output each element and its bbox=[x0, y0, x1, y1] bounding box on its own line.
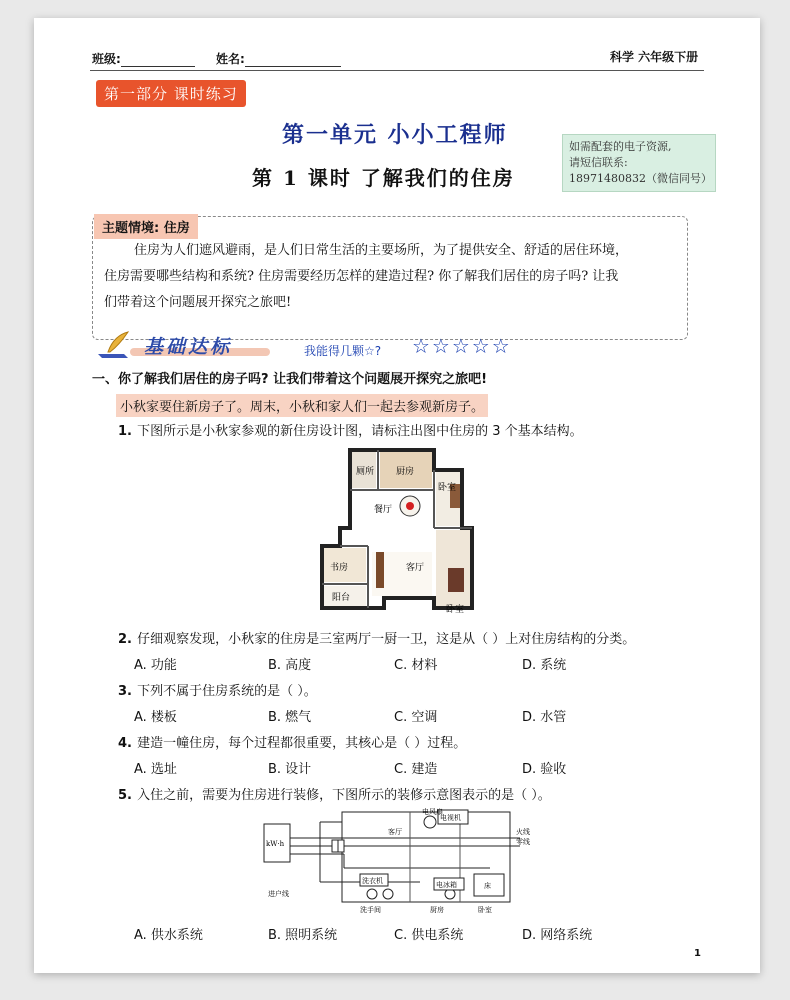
worksheet-page bbox=[34, 18, 760, 973]
question-text: 下列不属于住房系统的是（ ）。 bbox=[137, 684, 317, 699]
lesson-title: 第 1 课时 了解我们的住房 bbox=[252, 166, 515, 190]
floor-plan-figure bbox=[322, 448, 482, 622]
q4-option-b[interactable]: B. 设计 bbox=[268, 762, 312, 777]
question-2 bbox=[118, 628, 635, 647]
name-field bbox=[216, 50, 341, 67]
plan-label-toilet: 厕所 bbox=[356, 467, 375, 477]
name-label: 姓名: bbox=[216, 52, 245, 66]
q2-option-b[interactable]: B. 高度 bbox=[268, 658, 312, 673]
meter-label: kW·h bbox=[266, 840, 285, 848]
scenario-highlight: 小秋家要住新房子了。周末，小秋和家人们一起去参观新房子。 bbox=[116, 394, 488, 417]
q3-option-c[interactable]: C. 空调 bbox=[394, 710, 438, 725]
section-title: 基础达标 bbox=[144, 336, 233, 358]
class-blank[interactable] bbox=[121, 54, 195, 67]
q5-option-b[interactable]: B. 照明系统 bbox=[268, 928, 338, 943]
question-number: 3. bbox=[118, 684, 132, 699]
wiring-zero: 零线 bbox=[516, 838, 530, 846]
question-3 bbox=[118, 680, 317, 699]
question-4 bbox=[118, 732, 466, 751]
q5-option-c[interactable]: C. 供电系统 bbox=[394, 928, 464, 943]
wiring-fire: 火线 bbox=[516, 828, 530, 836]
plan-label-bedroom-1: 卧室 bbox=[438, 483, 457, 493]
question-text: 入住之前，需要为住房进行装修，下图所示的装修示意图表示的是（ ）。 bbox=[137, 788, 551, 803]
question-5 bbox=[118, 784, 551, 803]
quill-icon bbox=[94, 330, 132, 364]
question-number: 2. bbox=[118, 632, 132, 647]
question-text: 下图所示是小秋家参观的新住房设计图，请标注出图中住房的 3 个基本结构。 bbox=[137, 424, 583, 439]
q4-option-a[interactable]: A. 选址 bbox=[134, 762, 177, 777]
question-number: 1. bbox=[118, 424, 132, 439]
q3-option-d[interactable]: D. 水管 bbox=[522, 710, 567, 725]
q2-option-a[interactable]: A. 功能 bbox=[134, 658, 177, 673]
contact-stamp bbox=[562, 134, 716, 192]
wiring-diagram-figure bbox=[260, 808, 540, 922]
q2-option-c[interactable]: C. 材料 bbox=[394, 658, 438, 673]
wiring-bathroom: 洗手间 bbox=[360, 906, 381, 914]
plan-label-kitchen: 厨房 bbox=[396, 467, 415, 477]
plan-label-dining: 餐厅 bbox=[374, 505, 393, 515]
name-blank[interactable] bbox=[245, 54, 341, 67]
wiring-tv: 电视机 bbox=[440, 814, 461, 822]
class-label: 班级: bbox=[92, 52, 121, 66]
q4-option-d[interactable]: D. 验收 bbox=[522, 762, 567, 777]
stamp-line-2: 请短信联系: bbox=[569, 156, 628, 169]
question-number: 5. bbox=[118, 788, 132, 803]
plan-label-balcony: 阳台 bbox=[332, 593, 351, 603]
header-divider bbox=[90, 70, 704, 71]
stars-prompt: 我能得几颗☆? bbox=[304, 344, 382, 358]
wiring-kitchen: 厨房 bbox=[430, 906, 444, 914]
q4-option-c[interactable]: C. 建造 bbox=[394, 762, 438, 777]
wiring-living: 客厅 bbox=[388, 828, 402, 836]
question-text: 建造一幢住房，每个过程都很重要，其核心是（ ）过程。 bbox=[137, 736, 467, 751]
stamp-line-1: 如需配套的电子资源, bbox=[569, 140, 672, 153]
stamp-line-3: 18971480832（微信同号） bbox=[569, 172, 712, 185]
wiring-fridge: 电冰箱 bbox=[436, 881, 457, 889]
unit-title: 第一单元 小小工程师 bbox=[282, 122, 508, 148]
part-tag: 第一部分 课时练习 bbox=[96, 80, 246, 107]
star-rating[interactable]: ☆☆☆☆☆ bbox=[412, 334, 512, 358]
q3-option-a[interactable]: A. 楼板 bbox=[134, 710, 177, 725]
wiring-bedroom: 卧室 bbox=[478, 906, 492, 914]
class-field bbox=[92, 50, 195, 67]
plan-label-living: 客厅 bbox=[406, 563, 425, 573]
wiring-washer: 洗衣机 bbox=[362, 877, 383, 885]
wiring-entry: 进户线 bbox=[268, 890, 289, 898]
question-text: 仔细观察发现，小秋家的住房是三室两厅一厨一卫，这是从（ ）上对住房结构的分类。 bbox=[137, 632, 636, 647]
question-1 bbox=[118, 420, 583, 439]
theme-line-3: 们带着这个问题展开探究之旅吧! bbox=[104, 295, 292, 310]
wiring-fan: 电风扇 bbox=[422, 808, 443, 816]
wiring-bed: 床 bbox=[484, 882, 491, 890]
plan-label-bedroom-2: 卧室 bbox=[446, 605, 465, 615]
theme-line-2: 住房需要哪些结构和系统? 住房需要经历怎样的建造过程? 你了解我们居住的房子吗? 让我 bbox=[104, 269, 619, 284]
page-number: 1 bbox=[694, 948, 701, 959]
q3-option-b[interactable]: B. 燃气 bbox=[268, 710, 312, 725]
subject-label: 科学 六年级下册 bbox=[610, 50, 699, 64]
plan-label-study: 书房 bbox=[330, 563, 349, 573]
part1-title: 一、你了解我们居住的房子吗? 让我们带着这个问题展开探究之旅吧! bbox=[92, 372, 487, 387]
q5-option-d[interactable]: D. 网络系统 bbox=[522, 928, 593, 943]
theme-line-1: 住房为人们遮风避雨，是人们日常生活的主要场所，为了提供安全、舒适的居住环境， bbox=[134, 243, 629, 258]
question-number: 4. bbox=[118, 736, 132, 751]
q5-option-a[interactable]: A. 供水系统 bbox=[134, 928, 203, 943]
theme-label: 主题情境: 住房 bbox=[94, 214, 198, 239]
q2-option-d[interactable]: D. 系统 bbox=[522, 658, 567, 673]
